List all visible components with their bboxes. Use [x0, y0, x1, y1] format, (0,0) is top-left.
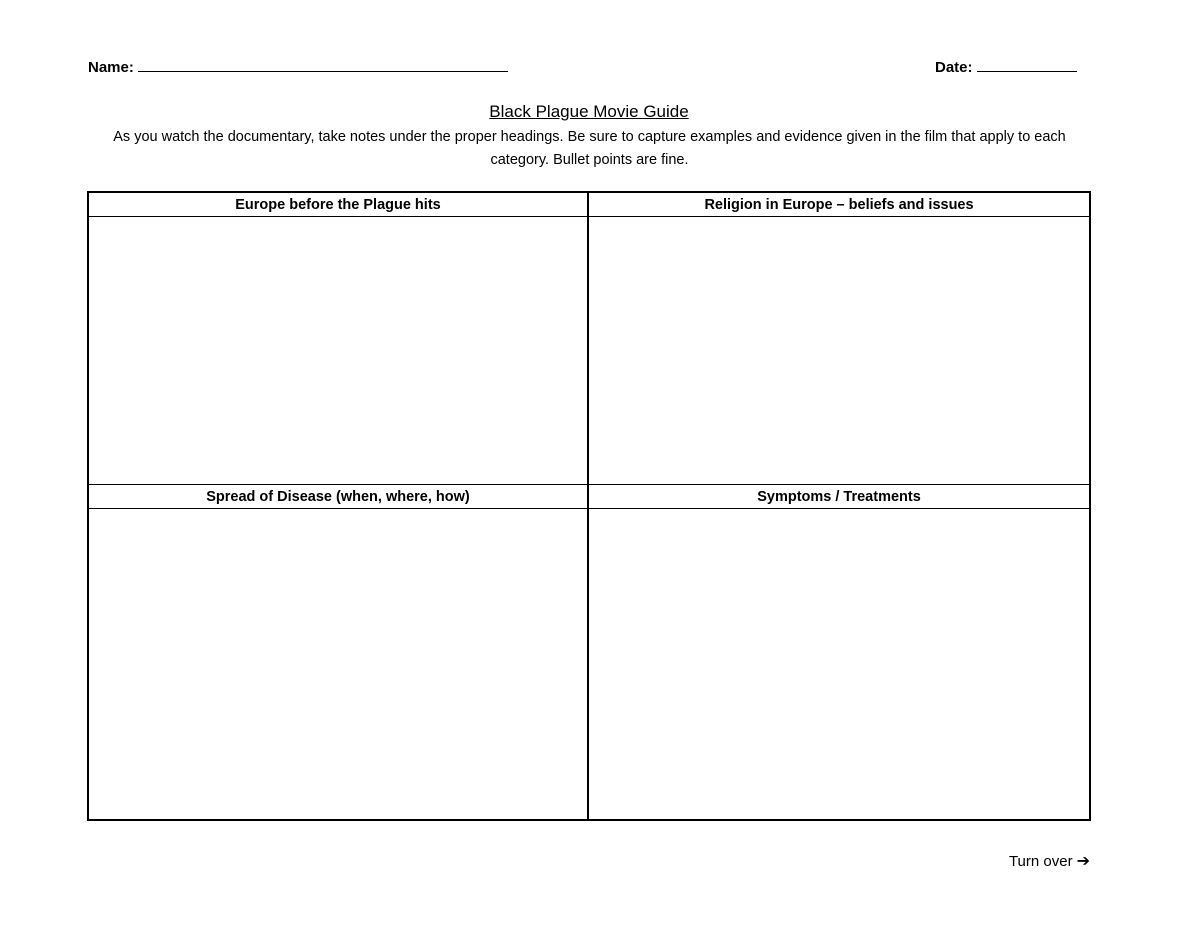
turn-over-note — [1009, 851, 1090, 871]
section-heading: Spread of Disease (when, where, how) — [89, 485, 587, 509]
notes-area[interactable] — [89, 509, 587, 819]
section-heading: Symptoms / Treatments — [589, 485, 1089, 509]
name-label: Name: — [88, 59, 134, 76]
notes-area[interactable] — [589, 509, 1089, 819]
name-field-row — [88, 57, 508, 76]
date-label: Date: — [935, 59, 973, 76]
section-heading: Religion in Europe – beliefs and issues — [589, 193, 1089, 217]
name-blank-line[interactable] — [138, 57, 508, 72]
turn-over-label: Turn over — [1008, 852, 1073, 870]
section-heading: Europe before the Plague hits — [89, 193, 587, 217]
notes-area[interactable] — [89, 217, 587, 484]
section-spread-of-disease — [89, 485, 589, 819]
date-field-row — [935, 57, 1077, 76]
right-arrow-icon: ➔ — [1076, 853, 1090, 870]
page-title: Black Plague Movie Guide — [489, 102, 689, 121]
date-blank-line[interactable] — [977, 57, 1077, 72]
notes-table — [87, 191, 1091, 821]
section-religion-in-europe — [589, 193, 1089, 485]
section-europe-before-plague — [89, 193, 589, 485]
section-symptoms-treatments — [589, 485, 1089, 819]
notes-area[interactable] — [589, 217, 1089, 484]
instructions-text: As you watch the documentary, take notes under the proper headings. Be sure to capture examples and evidence given in the film that apply to each category. Bullet points are fine. — [113, 129, 1066, 168]
